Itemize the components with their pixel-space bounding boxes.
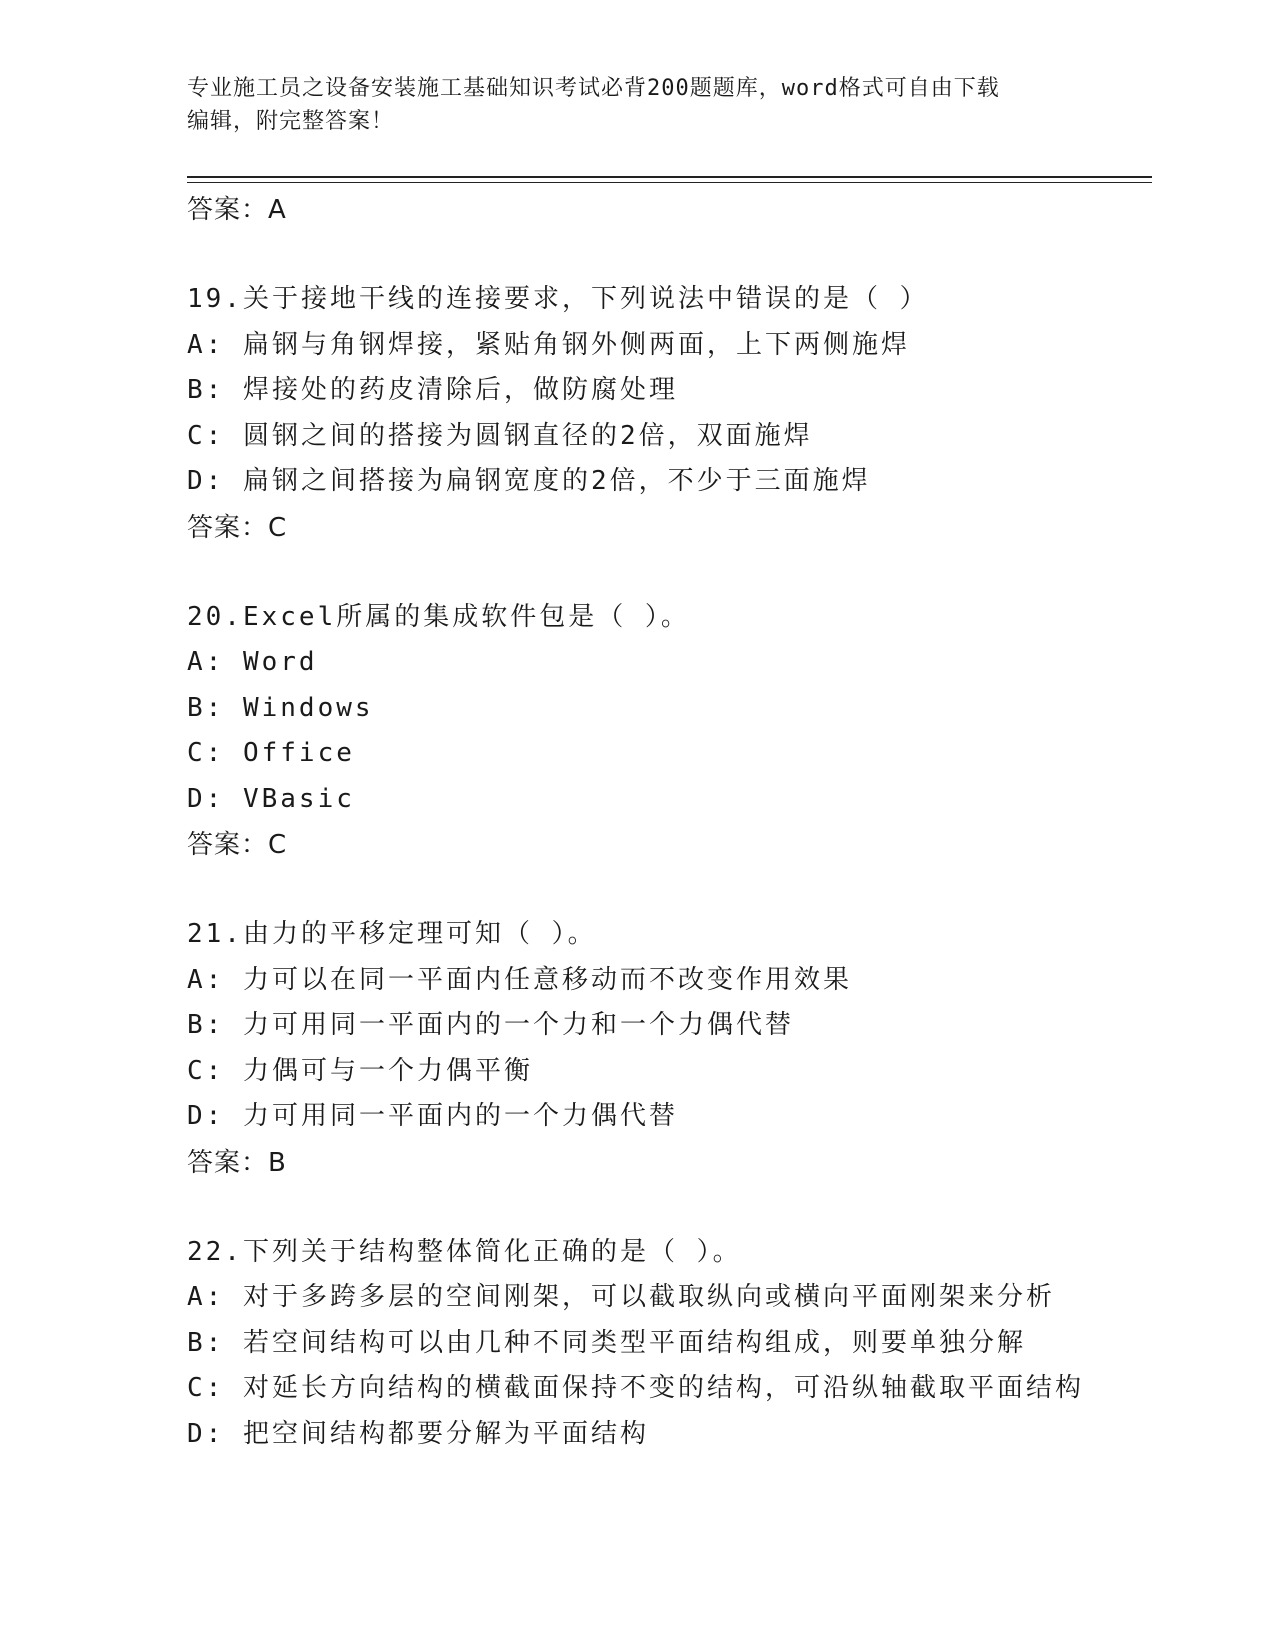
option-c: C: 力偶可与一个力偶平衡: [187, 1055, 533, 1086]
option-a: A: 对于多跨多层的空间刚架，可以截取纵向或横向平面刚架来分析: [187, 1282, 1055, 1312]
document-header: [187, 72, 1087, 138]
option-c: C: 圆钢之间的搭接为圆钢直径的2倍，双面施焊: [187, 420, 813, 451]
header-line-1: 专业施工员之设备安装施工基础知识考试必背200题题库，word格式可自由下载: [187, 76, 1000, 101]
question-stem: 19.关于接地干线的连接要求，下列说法中错误的是（ ）: [187, 284, 929, 314]
option-b: B: 力可用同一平面内的一个力和一个力偶代替: [187, 1010, 794, 1040]
option-d: D: 力可用同一平面内的一个力偶代替: [187, 1101, 678, 1131]
question-stem: 22.下列关于结构整体简化正确的是（ ）。: [187, 1236, 742, 1267]
option-c: C: Office: [187, 738, 355, 768]
question-block: [187, 1230, 1152, 1458]
option-d: D: 把空间结构都要分解为平面结构: [187, 1418, 649, 1449]
option-d: D: 扁钢之间搭接为扁钢宽度的2倍，不少于三面施焊: [187, 466, 871, 496]
option-a: A: Word: [187, 647, 318, 677]
question-stem: 21.由力的平移定理可知（ ）。: [187, 919, 597, 949]
option-c: C: 对延长方向结构的横截面保持不变的结构，可沿纵轴截取平面结构: [187, 1373, 1084, 1403]
option-b: B: 焊接处的药皮清除后，做防腐处理: [187, 375, 678, 405]
answer-line: 答案：C: [187, 830, 288, 860]
answer-line: 答案：C: [187, 512, 288, 543]
question-block: [187, 595, 1152, 869]
header-divider-thick: [187, 176, 1152, 178]
question-block: [187, 912, 1152, 1186]
question-stem: 20.Excel所属的集成软件包是（ ）。: [187, 601, 690, 632]
option-b: B: Windows: [187, 692, 374, 723]
answer-line: 答案：B: [187, 1147, 287, 1178]
option-a: A: 扁钢与角钢焊接，紧贴角钢外侧两面，上下两侧施焊: [187, 329, 910, 360]
option-d: D: VBasic: [187, 783, 355, 814]
header-divider-thin: [187, 182, 1152, 183]
answer-line: 答案：A: [187, 195, 287, 225]
question-list: [187, 187, 1152, 1457]
option-a: A: 力可以在同一平面内任意移动而不改变作用效果: [187, 964, 852, 995]
option-b: B: 若空间结构可以由几种不同类型平面结构组成，则要单独分解: [187, 1327, 1026, 1358]
question-block: [187, 277, 1152, 551]
header-line-2: 编辑，附完整答案！: [187, 109, 395, 134]
